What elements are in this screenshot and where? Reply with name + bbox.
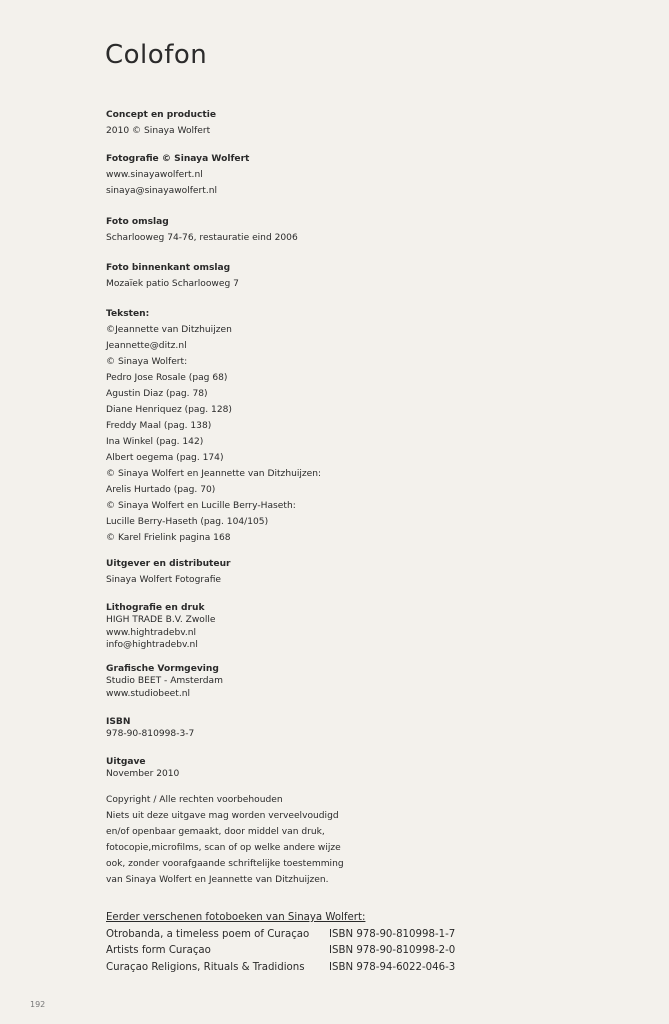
- section-foto-omslag: [106, 214, 298, 246]
- copyright-line: van Sinaya Wolfert en Jeannette van Ditzhuijzen.: [106, 875, 329, 885]
- book-row: [106, 960, 456, 977]
- book-row: [106, 927, 456, 944]
- section-line: ©Jeannette van Ditzhuijzen: [106, 325, 232, 335]
- copyright-notice: [106, 792, 344, 888]
- section-fotografie: [106, 151, 249, 199]
- section-line: Mozaïek patio Scharlooweg 7: [106, 279, 239, 289]
- book-title: Curaçao Religions, Rituals & Tradidions: [106, 961, 305, 973]
- section-heading: Foto binnenkant omslag: [106, 263, 231, 273]
- section-isbn: [106, 716, 194, 741]
- section-line: www.sinayawolfert.nl: [106, 170, 203, 180]
- page-number: 192: [30, 1000, 46, 1009]
- previous-books-heading: Eerder verschenen fotoboeken van Sinaya Wolfert:: [106, 912, 366, 923]
- section-line: Agustin Diaz (pag. 78): [106, 389, 208, 399]
- section-line: 2010 © Sinaya Wolfert: [106, 126, 211, 136]
- section-line: info@hightradebv.nl: [106, 640, 198, 651]
- book-title: Artists form Curaçao: [106, 945, 211, 957]
- section-line: © Sinaya Wolfert:: [106, 357, 188, 367]
- section-uitgever: [106, 556, 231, 588]
- book-title: Otrobanda, a timeless poem of Curaçao: [106, 928, 310, 940]
- book-row: [106, 943, 456, 960]
- section-uitgave: [106, 756, 179, 781]
- section-line: Scharlooweg 74-76, restauratie eind 2006: [106, 233, 298, 243]
- section-concept: [106, 107, 216, 139]
- section-teksten: [106, 306, 321, 546]
- section-line: Freddy Maal (pag. 138): [106, 421, 212, 431]
- section-line: Albert oegema (pag. 174): [106, 453, 224, 463]
- page-title: Colofon: [105, 40, 208, 70]
- section-line: www.studiobeet.nl: [106, 688, 191, 699]
- section-heading: Grafische Vormgeving: [106, 664, 219, 674]
- section-heading: Teksten:: [106, 309, 150, 319]
- copyright-line: en/of openbaar gemaakt, door middel van druk,: [106, 827, 325, 837]
- section-heading: Lithografie en druk: [106, 603, 205, 613]
- section-line: Pedro Jose Rosale (pag 68): [106, 373, 228, 383]
- section-vormgeving: [106, 663, 223, 700]
- section-line: © Sinaya Wolfert en Jeannette van Ditzhuijzen:: [106, 469, 322, 479]
- section-line: © Sinaya Wolfert en Lucille Berry-Haseth:: [106, 501, 296, 511]
- section-lithografie: [106, 602, 216, 652]
- copyright-line: Niets uit deze uitgave mag worden verveelvoudigd: [106, 811, 339, 821]
- book-isbn: ISBN 978-94-6022-046-3: [329, 961, 456, 973]
- section-line: www.hightradebv.nl: [106, 627, 197, 638]
- section-line: Diane Henriquez (pag. 128): [106, 405, 232, 415]
- section-heading: Fotografie © Sinaya Wolfert: [106, 154, 250, 164]
- section-line: Jeannette@ditz.nl: [106, 341, 187, 351]
- copyright-line: fotocopie,microfilms, scan of op welke andere wijze: [106, 843, 341, 853]
- section-line: Studio BEET - Amsterdam: [106, 676, 223, 687]
- section-line: Lucille Berry-Haseth (pag. 104/105): [106, 517, 269, 527]
- section-heading: Foto omslag: [106, 217, 169, 227]
- section-heading: ISBN: [106, 717, 131, 727]
- section-heading: Uitgave: [106, 757, 146, 767]
- section-heading: Concept en productie: [106, 110, 217, 120]
- previous-books: [106, 910, 456, 976]
- section-line: © Karel Frielink pagina 168: [106, 533, 231, 543]
- section-line: Arelis Hurtado (pag. 70): [106, 485, 216, 495]
- copyright-line: Copyright / Alle rechten voorbehouden: [106, 795, 283, 805]
- section-line: sinaya@sinayawolfert.nl: [106, 186, 218, 196]
- section-line: HIGH TRADE B.V. Zwolle: [106, 615, 216, 626]
- section-foto-binnenkant: [106, 260, 239, 292]
- section-line: Ina Winkel (pag. 142): [106, 437, 204, 447]
- book-isbn: ISBN 978-90-810998-1-7: [329, 928, 456, 940]
- section-heading: Uitgever en distributeur: [106, 559, 231, 569]
- section-line: Sinaya Wolfert Fotografie: [106, 575, 222, 585]
- section-line: 978-90-810998-3-7: [106, 729, 195, 740]
- section-line: November 2010: [106, 769, 180, 780]
- book-isbn: ISBN 978-90-810998-2-0: [329, 945, 456, 957]
- copyright-line: ook, zonder voorafgaande schriftelijke toestemming: [106, 859, 344, 869]
